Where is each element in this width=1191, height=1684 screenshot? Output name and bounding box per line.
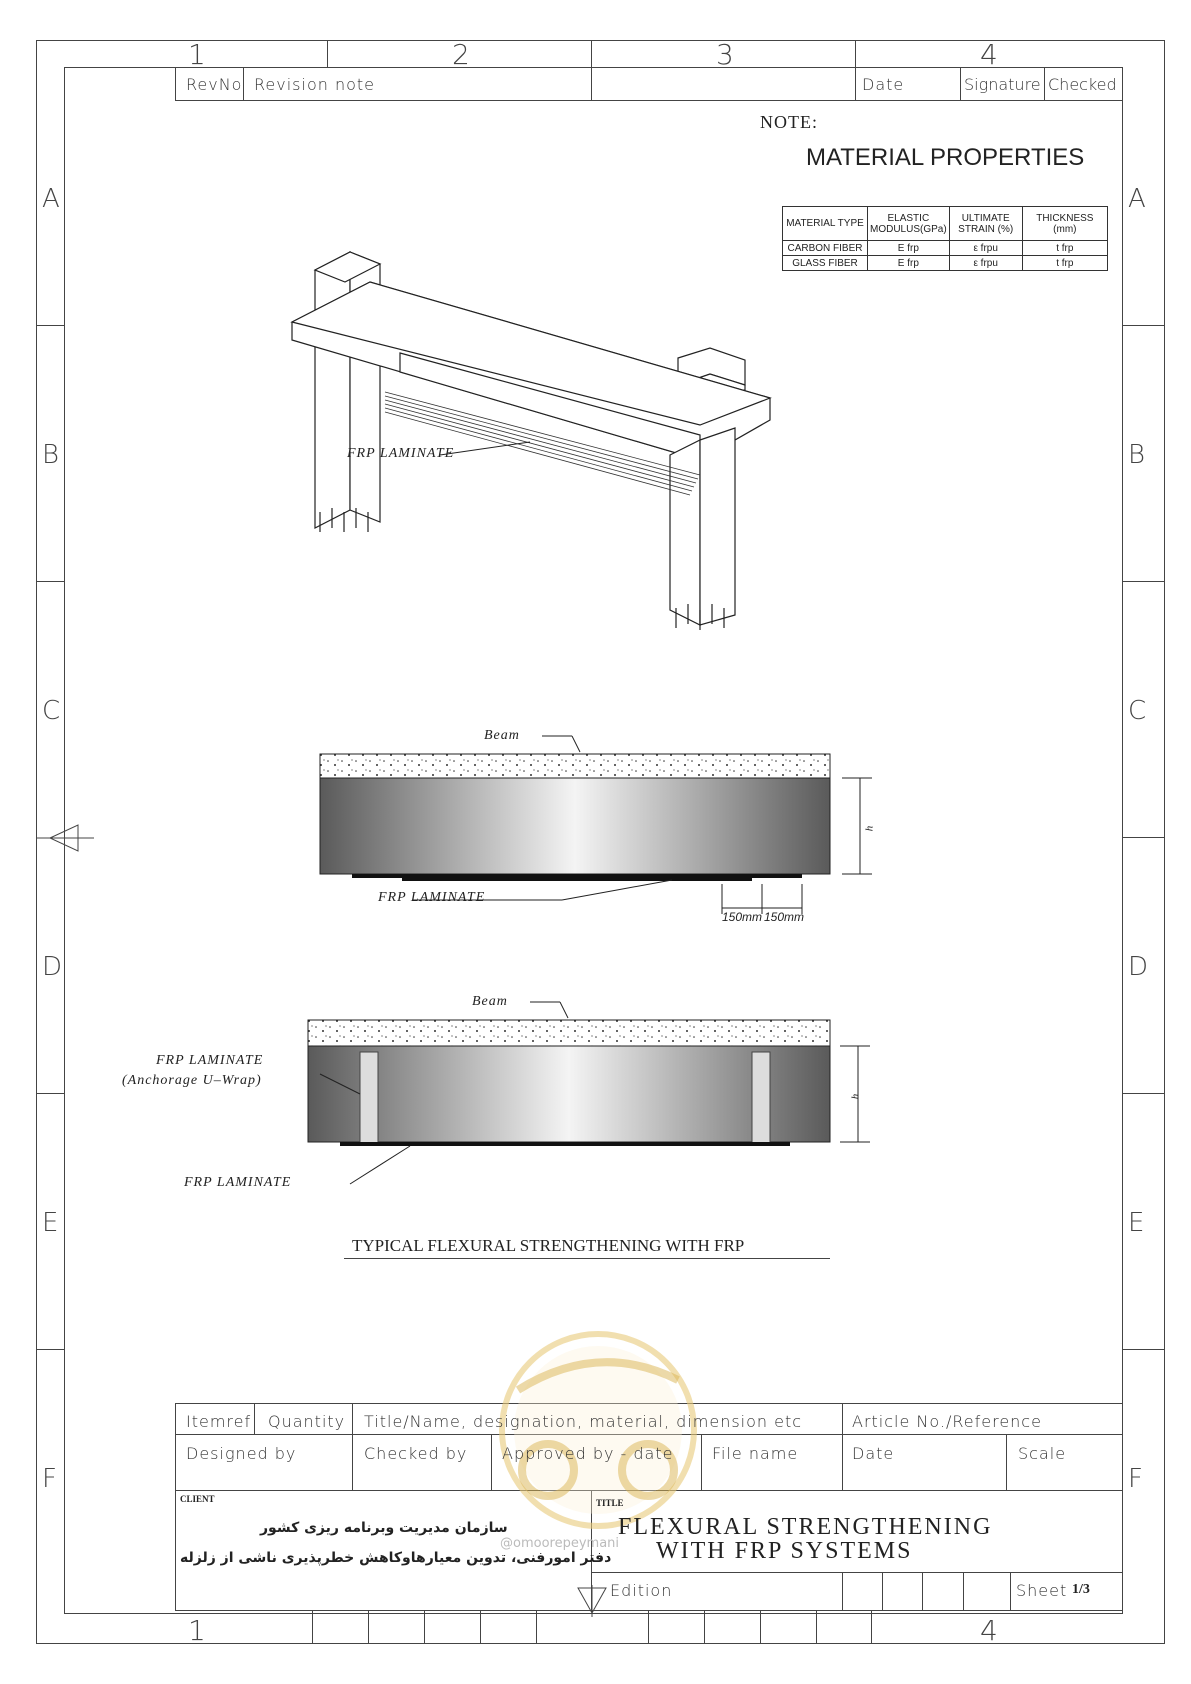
sheet-label: Sheet xyxy=(1016,1581,1068,1600)
zone-row-e: E xyxy=(42,1208,59,1238)
title-block-divider xyxy=(254,1403,255,1434)
drawing-caption: TYPICAL FLEXURAL STRENGTHENING WITH FRP xyxy=(352,1236,745,1255)
client-line-1: سازمان مدیریت وبرنامه ریزی کشور xyxy=(260,1520,508,1536)
scale-label: Scale xyxy=(1018,1444,1067,1463)
watermark-handle: @omoorepeymani xyxy=(500,1536,620,1551)
zone-column-2: 2 xyxy=(452,38,470,71)
zone-row-d-right: D xyxy=(1128,952,1149,982)
zone-column-1: 1 xyxy=(188,38,206,71)
bottom-strip-divider xyxy=(816,1611,817,1644)
title-block-divider xyxy=(1010,1572,1011,1611)
zone-divider xyxy=(591,40,592,67)
section2-frp-laminate-label: FRP LAMINATE xyxy=(184,1175,292,1190)
checked-by-label: Checked by xyxy=(364,1444,468,1463)
article-no-label: Article No./Reference xyxy=(852,1412,1042,1431)
title-label: TITLE xyxy=(596,1498,624,1508)
table-cell: ε frpu xyxy=(949,256,1022,271)
table-cell: ε frpu xyxy=(949,241,1022,256)
zone-divider xyxy=(1123,325,1165,326)
table-header-cell: THICKNESS (mm) xyxy=(1022,207,1107,241)
table-divider xyxy=(960,67,961,101)
zone-row-f-right: F xyxy=(1128,1464,1143,1494)
bottom-strip-divider xyxy=(536,1611,537,1644)
zone-row-c: C xyxy=(42,696,61,726)
designed-by-label: Designed by xyxy=(186,1444,297,1463)
section2-uwrap-label-2: (Anchorage U–Wrap) xyxy=(122,1073,262,1088)
approved-by-label: Approved by - date xyxy=(502,1444,674,1463)
edition-label: Edition xyxy=(610,1581,673,1600)
itemref-label: Itemref xyxy=(186,1412,252,1431)
bottom-strip xyxy=(312,1611,872,1644)
zone-column-1-bottom: 1 xyxy=(188,1614,206,1647)
bottom-strip-divider xyxy=(368,1611,369,1644)
section1-h-label: h xyxy=(863,824,876,832)
section1-frp-laminate-label: FRP LAMINATE xyxy=(378,890,486,905)
zone-divider xyxy=(1123,1349,1165,1350)
title-block-divider xyxy=(922,1572,923,1611)
zone-divider xyxy=(327,40,328,67)
client-label: CLIENT xyxy=(180,1494,215,1504)
bottom-strip-divider xyxy=(704,1611,705,1644)
bottom-strip-divider xyxy=(480,1611,481,1644)
zone-row-e-right: E xyxy=(1128,1208,1145,1238)
caption-underline xyxy=(344,1258,830,1259)
table-cell: t frp xyxy=(1022,256,1107,271)
table-header-cell: ULTIMATE STRAIN (%) xyxy=(949,207,1022,241)
title-block-divider xyxy=(1006,1434,1007,1490)
bottom-strip-divider xyxy=(648,1611,649,1644)
zone-divider xyxy=(36,325,64,326)
bottom-strip-divider xyxy=(424,1611,425,1644)
title-block-divider xyxy=(842,1403,843,1490)
table-divider xyxy=(1044,67,1045,101)
title-block-divider xyxy=(352,1403,353,1490)
section1-dim-1: 150mm xyxy=(722,910,763,924)
section2-h-label: h xyxy=(849,1092,862,1100)
zone-divider xyxy=(1123,581,1165,582)
title-block-divider xyxy=(882,1572,883,1611)
title-block-divider xyxy=(842,1572,843,1611)
zone-row-d: D xyxy=(42,952,63,982)
zone-divider xyxy=(36,581,64,582)
zone-column-4-bottom: 4 xyxy=(980,1614,998,1647)
iso-frp-laminate-label: FRP LAMINATE xyxy=(347,446,455,461)
section2-uwrap-label-1: FRP LAMINATE xyxy=(156,1053,264,1068)
note-label: NOTE: xyxy=(760,112,818,132)
table-cell: E frp xyxy=(868,241,950,256)
revision-note-header: Revision note xyxy=(254,75,375,94)
table-divider xyxy=(243,67,244,101)
material-properties-table xyxy=(782,206,1108,271)
signature-header: Signature xyxy=(964,75,1041,94)
client-line-2: دفتر امورفنی، تدوین معیارهاوکاهش خطرپذیری ناشی از زلزله xyxy=(180,1550,612,1566)
quantity-label: Quantity xyxy=(268,1412,346,1431)
title-block-divider xyxy=(963,1572,964,1611)
section2-beam-label: Beam xyxy=(472,994,508,1009)
zone-divider xyxy=(1123,837,1165,838)
table-header-cell: MATERIAL TYPE xyxy=(783,207,868,241)
sheet-value: 1/3 xyxy=(1072,1582,1090,1597)
zone-row-a-right: A xyxy=(1128,184,1146,214)
table-divider xyxy=(855,67,856,101)
date-header: Date xyxy=(862,75,905,94)
section1-dim-2: 150mm xyxy=(764,910,805,924)
zone-divider xyxy=(36,1349,64,1350)
file-name-label: File name xyxy=(712,1444,799,1463)
bottom-strip-divider xyxy=(760,1611,761,1644)
table-cell: E frp xyxy=(868,256,950,271)
section2-drawing xyxy=(300,994,880,1194)
zone-divider xyxy=(855,40,856,67)
title-block-line xyxy=(591,1572,1123,1573)
section1-beam-label: Beam xyxy=(484,728,520,743)
zone-row-b-right: B xyxy=(1128,440,1146,470)
zone-divider xyxy=(36,1093,64,1094)
table-cell: t frp xyxy=(1022,241,1107,256)
table-cell: GLASS FIBER xyxy=(783,256,868,271)
title-name-label: Title/Name, designation, material, dimension etc xyxy=(364,1412,803,1431)
table-divider xyxy=(591,67,592,101)
drawing-title-line-1: FLEXURAL STRENGTHENING xyxy=(618,1514,993,1540)
table-header-cell: ELASTIC MODULUS(GPa) xyxy=(868,207,950,241)
zone-divider xyxy=(1123,1093,1165,1094)
table-cell: CARBON FIBER xyxy=(783,241,868,256)
material-properties-title: MATERIAL PROPERTIES xyxy=(806,144,1085,171)
centering-arrow-icon xyxy=(36,822,96,854)
zone-row-b: B xyxy=(42,440,60,470)
zone-column-4: 4 xyxy=(980,38,998,71)
rev-no-header: RevNo xyxy=(186,75,243,94)
zone-column-3: 3 xyxy=(716,38,734,71)
zone-row-c-right: C xyxy=(1128,696,1147,726)
checked-header: Checked xyxy=(1048,75,1117,94)
zone-row-f: F xyxy=(42,1464,57,1494)
drawing-title-line-2: WITH FRP SYSTEMS xyxy=(656,1538,913,1564)
date-label: Date xyxy=(852,1444,895,1463)
zone-row-a: A xyxy=(42,184,60,214)
isometric-frame-drawing xyxy=(280,250,780,635)
